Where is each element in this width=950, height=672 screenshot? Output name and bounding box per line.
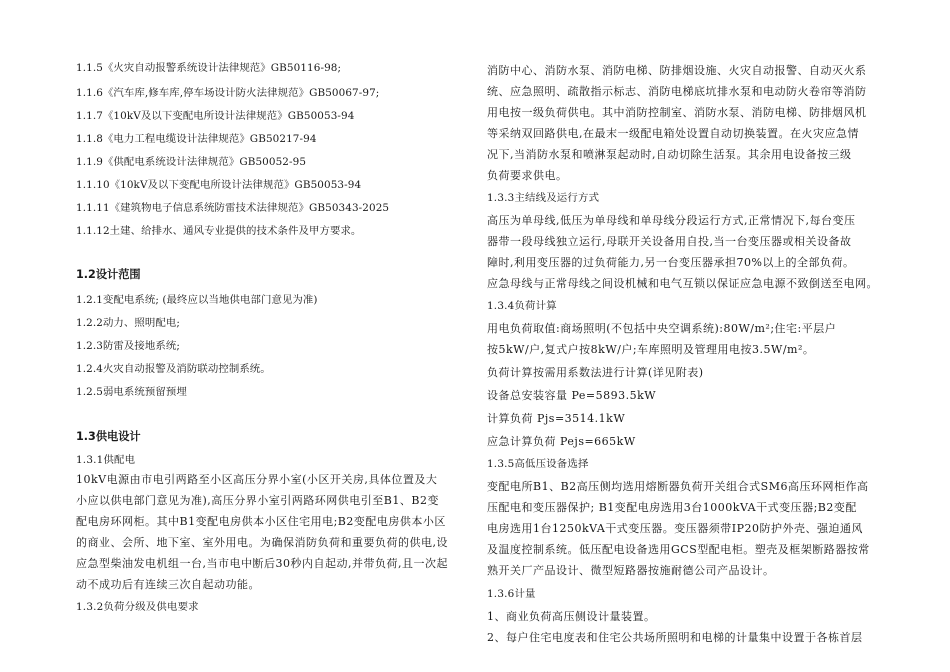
paragraph-line: 电房选用1台1250kVA干式变压器。变压器须带IP20防护外壳、强迫通风 [487, 522, 864, 535]
doc-line: 1.1.9《供配电系统设计法律规范》GB50052-95 [76, 156, 307, 168]
doc-line: 1.1.8《电力工程电缆设计法律规范》GB50217-94 [76, 133, 317, 145]
paragraph-line: 况下,当消防水泵和喷淋泵起动时,自动切除生活泵。其余用电设备按三级 [487, 148, 852, 161]
paragraph-line: 及温度控制系统。低压配电设备选用GCS型配电柜。塑壳及框架断路器按常 [487, 543, 870, 556]
subsection-heading: 1.3.6计量 [487, 588, 536, 600]
doc-line: 1.1.11《建筑物电子信息系统防雷技术法律规范》GB50343-2025 [76, 202, 390, 214]
subsection-heading: 1.3.5高低压设备选择 [487, 458, 589, 470]
subsection-heading: 1.3.3主结线及运行方式 [487, 192, 600, 204]
paragraph-line: 应急型柴油发电机组一台,当市电中断后30秒内自起动,并带负荷,且一次起 [76, 557, 448, 570]
calc-line: 应急计算负荷 Pejs=665kW [487, 435, 636, 448]
paragraph-line: 小应以供电部门意见为准),高压分界小室引两路环网供电引至B1、B2变 [76, 494, 439, 507]
doc-line: 1.2.4火灾自动报警及消防联动控制系统。 [76, 363, 271, 375]
paragraph-line: 统、应急照明、疏散指示标志、消防电梯底坑排水泵和电动防火卷帘等消防 [487, 85, 867, 98]
paragraph-line: 熟开关厂产品设计、微型短路器按施耐德公司产品设计。 [487, 564, 775, 577]
paragraph-line: 负荷计算按需用系数法进行计算(详见附表) [487, 366, 704, 379]
subsection-heading: 1.3.1供配电 [76, 454, 136, 466]
paragraph-line: 用电按一级负荷供电。其中消防控制室、消防水泵、消防电梯、防排烟风机 [487, 106, 867, 119]
paragraph-line: 变配电所B1、B2高压侧均选用熔断器负荷开关组合式SM6高压环网柜作高 [487, 480, 869, 493]
subsection-heading: 1.3.2负荷分级及供电要求 [76, 601, 199, 613]
doc-line: 1.1.12土建、给排水、通风专业提供的技术条件及甲方要求。 [76, 225, 362, 237]
doc-line: 1.2.1变配电系统; (最终应以当地供电部门意见为准) [76, 294, 318, 306]
paragraph-line: 2、每户住宅电度表和住宅公共场所照明和电梯的计量集中设置于各栋首层 [487, 631, 863, 644]
paragraph-line: 的商业、会所、地下室、室外用电。为确保消防负荷和重要负荷的供电,设 [76, 536, 448, 549]
paragraph-line: 负荷要求供电。 [487, 169, 568, 182]
doc-line: 1.1.6《汽车库,修车库,停车场设计防火法律规范》GB50067-97; [76, 87, 380, 99]
section-heading: 1.2设计范围 [76, 268, 141, 281]
paragraph-line: 按5kW/户,复式户按8kW/户;车库照明及管理用电按3.5W/m²。 [487, 343, 815, 356]
section-heading: 1.3供电设计 [76, 430, 141, 443]
doc-line: 1.2.5弱电系统预留预埋 [76, 386, 187, 398]
paragraph-line: 10kV电源由市电引两路至小区高压分界小室(小区开关房,具体位置及大 [76, 473, 438, 486]
doc-line: 1.1.7《10kV及以下变配电所设计法律规范》GB50053-94 [76, 110, 355, 122]
doc-line: 1.1.10《10kV及以下变配电所设计法律规范》GB50053-94 [76, 179, 362, 191]
paragraph-line: 压配电和变压器保护; B1变配电房选用3台1000kVA干式变压器;B2变配 [487, 501, 857, 514]
paragraph-line: 消防中心、消防水泵、消防电梯、防排烟设施、火灾自动报警、自动灭火系 [487, 64, 867, 77]
paragraph-line: 高压为单母线,低压为单母线和单母线分段运行方式,正常情况下,每台变压 [487, 214, 856, 227]
paragraph-line: 配电房环网柜。其中B1变配电房供本小区住宅用电;B2变配电房供本小区 [76, 515, 446, 528]
doc-line: 1.2.3防雷及接地系统; [76, 340, 180, 352]
doc-line: 1.2.2动力、照明配电; [76, 317, 180, 329]
paragraph-line: 等采纳双回路供电,在最末一级配电箱处设置自动切换装置。在火灾应急情 [487, 127, 859, 140]
subsection-heading: 1.3.4负荷计算 [487, 300, 557, 312]
paragraph-line: 应急母线与正常母线之间设机械和电气互锁以保证应急电源不致倒送至电网。 [487, 277, 878, 290]
calc-line: 计算负荷 Pjs=3514.1kW [487, 412, 626, 425]
doc-line: 1.1.5《火灾自动报警系统设计法律规范》GB50116-98; [76, 62, 342, 74]
paragraph-line: 障时,利用变压器的过负荷能力,另一台变压器承担70%以上的全部负荷。 [487, 256, 855, 269]
paragraph-line: 1、商业负荷高压侧设计量装置。 [487, 610, 656, 623]
paragraph-line: 器带一段母线独立运行,母联开关设备用自投,当一台变压器或相关设备故 [487, 235, 852, 248]
calc-line: 设备总安装容量 Pe=5893.5kW [487, 389, 657, 402]
paragraph-line: 用电负荷取值:商场照明(不包括中央空调系统):80W/m²;住宅:平层户 [487, 322, 837, 335]
paragraph-line: 动不成功后有连续三次自起动功能。 [76, 578, 260, 591]
